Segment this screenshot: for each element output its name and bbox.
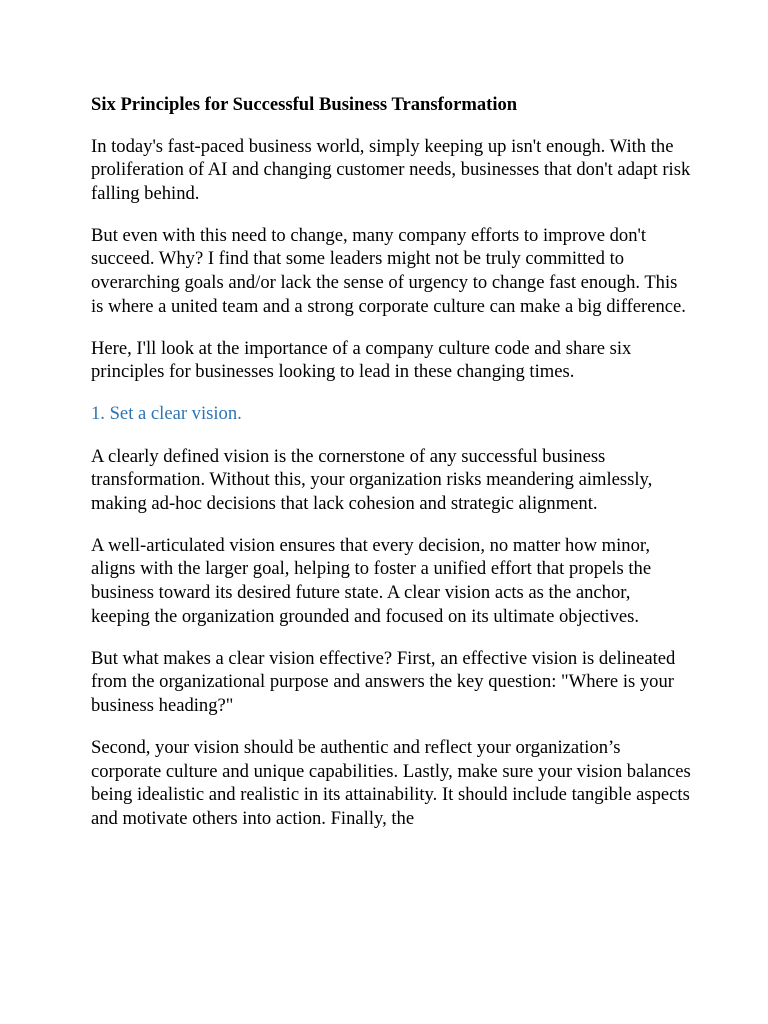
intro-paragraph-2: But even with this need to change, many company efforts to improve don't succeed. Why? I find that some leaders might not be truly committed to overarching goals and/or lack the sense of urgency to change fast enough. This is where a united team and a strong corporate culture can make a big difference.	[91, 224, 686, 317]
document-title: Six Principles for Successful Business Transformation	[91, 94, 518, 115]
intro-paragraph-1: In today's fast-paced business world, simply keeping up isn't enough. With the proliferation of AI and changing customer needs, businesses that don't adapt risk falling behind.	[91, 135, 691, 204]
section1-paragraph-3: But what makes a clear vision effective? First, an effective vision is delineated from the organizational purpose and answers the key question: "Where is your business heading?"	[91, 647, 676, 716]
document-page	[91, 93, 691, 849]
section-heading-1: 1. Set a clear vision.	[91, 403, 242, 425]
section1-paragraph-1: A clearly defined vision is the cornerstone of any successful business transformation. Without this, your organization risks meandering aimlessly, making ad-hoc decisions that lack cohesion and strategic alignment.	[91, 445, 653, 514]
section1-paragraph-4: Second, your vision should be authentic and reflect your organization’s corporate culture and unique capabilities. Lastly, make sure your vision balances being idealistic and realistic in its attainability. It should include tangible aspects and motivate others into action. Finally, the	[91, 736, 691, 829]
section1-paragraph-2: A well-articulated vision ensures that every decision, no matter how minor, aligns with the larger goal, helping to foster a unified effort that propels the business toward its desired future state. A clear vision acts as the anchor, keeping the organization grounded and focused on its ultimate objectives.	[91, 534, 652, 627]
intro-paragraph-3: Here, I'll look at the importance of a company culture code and share six principles for businesses looking to lead in these changing times.	[91, 337, 632, 383]
